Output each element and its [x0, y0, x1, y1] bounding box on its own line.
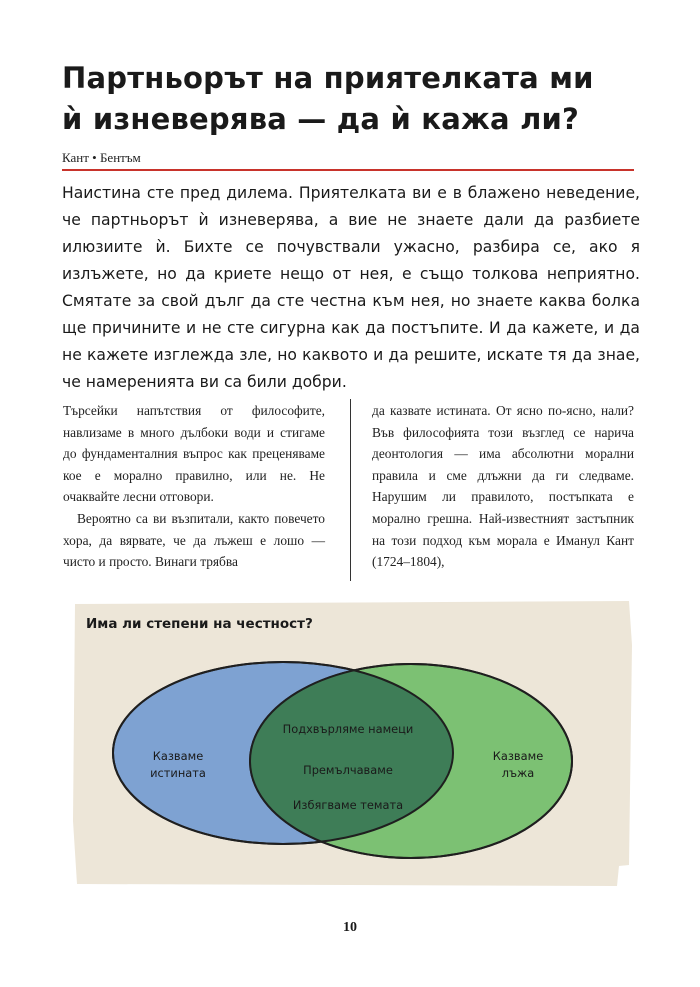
body-paragraph: Търсейки напътствия от философите, навлизаме в много дълбоки води и стигаме до фундаменталния въпрос как преценяваме кое е морално правилно, или не. Не очаквайте лесни отговори. [63, 403, 325, 505]
overlap-item: Подхвърляме намеци [282, 722, 414, 736]
title-line-1: Партньорът на приятелката ми [62, 61, 594, 95]
lie-label [478, 748, 558, 782]
body-paragraph: да казвате истината. От ясно по-ясно, нали? Във философията този възглед се нарича деонтология — има абсолютни морални правила и сме длъжни да ги следваме. Нарушим ли правилото, постъпката е морално грешна. Най-известният застъпник на този подход към морала е Иманул Кант (1724–1804), [372, 403, 634, 570]
body-column-right [372, 400, 634, 573]
column-divider [350, 399, 351, 581]
title-line-2: ѝ изневерява — да ѝ кажа ли? [62, 102, 580, 136]
diagram-title: Има ли степени на честност? [86, 616, 313, 632]
truth-label-line-2: истината [150, 766, 206, 780]
title-rule [62, 169, 634, 171]
truth-label-line-1: Казваме [152, 749, 204, 763]
article-title [62, 58, 652, 140]
lead-paragraph: Наистина сте пред дилема. Приятелката ви е в блажено неведение, че партньорът ѝ изневерява, а вие не знаете дали да разбиете илюзиите ѝ. Бихте се почувствали ужасно, разбира се, ако я излъжете, но да криете нещо от нея, е също толкова неприятно. Смятате за свой дълг да сте честна към нея, но знаете каква болка ще причините и не сте сигурна как да постъпите. И да кажете, и да не кажете изглежда зле, но каквото и да решите, искате тя да знае, че намеренията ви са били добри. [62, 184, 640, 391]
overlap-item: Избягваме темата [292, 798, 404, 812]
venn-diagram [73, 601, 633, 886]
body-paragraph: Вероятно са ви възпитали, както повечето хора, да вярвате, че да лъжеш е лошо — чисто и просто. Винаги трябва [63, 510, 325, 570]
page-number: 10 [343, 920, 357, 935]
venn-diagram-panel [73, 601, 633, 886]
overlap-item: Премълчаваме [303, 763, 393, 777]
truth-label [138, 748, 218, 782]
lie-label-line-1: Казваме [492, 749, 544, 763]
body-column-left [63, 400, 325, 573]
philosopher-tags: Кант • Бентъм [62, 150, 141, 165]
lie-label-line-2: лъжа [501, 766, 535, 780]
